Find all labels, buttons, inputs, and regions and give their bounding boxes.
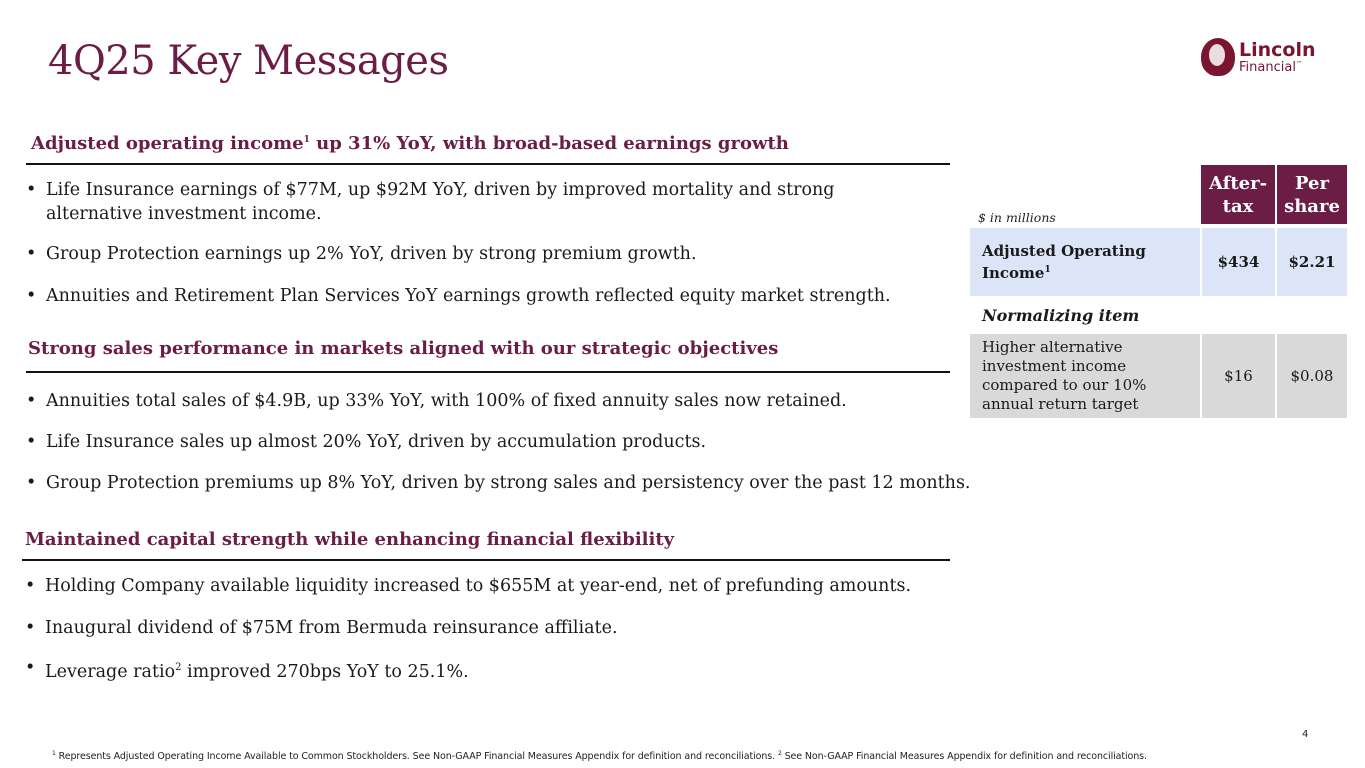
lincoln-portrait-icon [1201, 38, 1235, 76]
normalizing-item-label: Normalizing item [982, 306, 1140, 325]
logo-name: Lincoln [1239, 38, 1316, 61]
page-title: 4Q25 Key Messages [48, 38, 449, 84]
row-alt-investment-per-share: $0.08 [1277, 334, 1347, 418]
logo-sub: Financial™ [1239, 59, 1302, 75]
page-number: 4 [1302, 729, 1309, 740]
bullet-dividend: • Inaugural dividend of $75M from Bermuda reinsurance affiliate. [25, 616, 618, 640]
lincoln-financial-logo [1201, 38, 1316, 76]
row-adjusted-operating-income-label: Adjusted Operating Income$^1$ [970, 228, 1200, 296]
units-label: $ in millions [978, 210, 1056, 225]
bullet-group-premiums: • Group Protection premiums up 8% YoY, driven by strong sales and persistency over the past 12 months. [26, 471, 971, 495]
header-after-tax: After- tax [1201, 165, 1275, 224]
header-per-share: Per share [1277, 165, 1347, 224]
section-divider [26, 163, 950, 165]
row-adjusted-operating-income-per-share: $2.21 [1277, 228, 1347, 296]
row-adjusted-operating-income-after-tax: $434 [1202, 228, 1275, 296]
bullet-annuities-sales: • Annuities total sales of $4.9B, up 33% YoY, with 100% of fixed annuity sales now retained. [26, 389, 847, 413]
row-alt-investment-after-tax: $16 [1202, 334, 1275, 418]
bullet-life-earnings: • Life Insurance earnings of $77M, up $92M YoY, driven by improved mortality and strong alternative investment income. [26, 178, 835, 226]
row-alt-investment-label: Higher alternative investment income compared to our 10% annual return target [970, 334, 1200, 418]
section-heading-earnings: Adjusted operating income$^1$ up 31% YoY, with broad-based earnings growth [31, 133, 789, 154]
bullet-life-sales: • Life Insurance sales up almost 20% YoY, driven by accumulation products. [26, 430, 706, 454]
section-heading-capital: Maintained capital strength while enhancing financial flexibility [25, 529, 675, 550]
bullet-annuities-earnings: • Annuities and Retirement Plan Services YoY earnings growth reflected equity market strength. [26, 284, 891, 308]
footnote: $^1$ Represents Adjusted Operating Income Available to Common Stockholders. See Non-GAAP Financial Measures Appendix for definition and reconciliations. $^2$ See Non-GAAP Financial Measures Appendix for definition and reconciliations. [52, 750, 1147, 763]
bullet-group-earnings: • Group Protection earnings up 2% YoY, driven by strong premium growth. [26, 242, 697, 266]
section-divider [26, 371, 950, 373]
section-heading-sales: Strong sales performance in markets aligned with our strategic objectives [28, 338, 779, 359]
section-divider [22, 559, 950, 561]
bullet-liquidity: • Holding Company available liquidity increased to $655M at year-end, net of prefunding amounts. [25, 574, 911, 598]
bullet-leverage: • Leverage ratio$^2$ improved 270bps YoY to 25.1%. [25, 656, 469, 684]
